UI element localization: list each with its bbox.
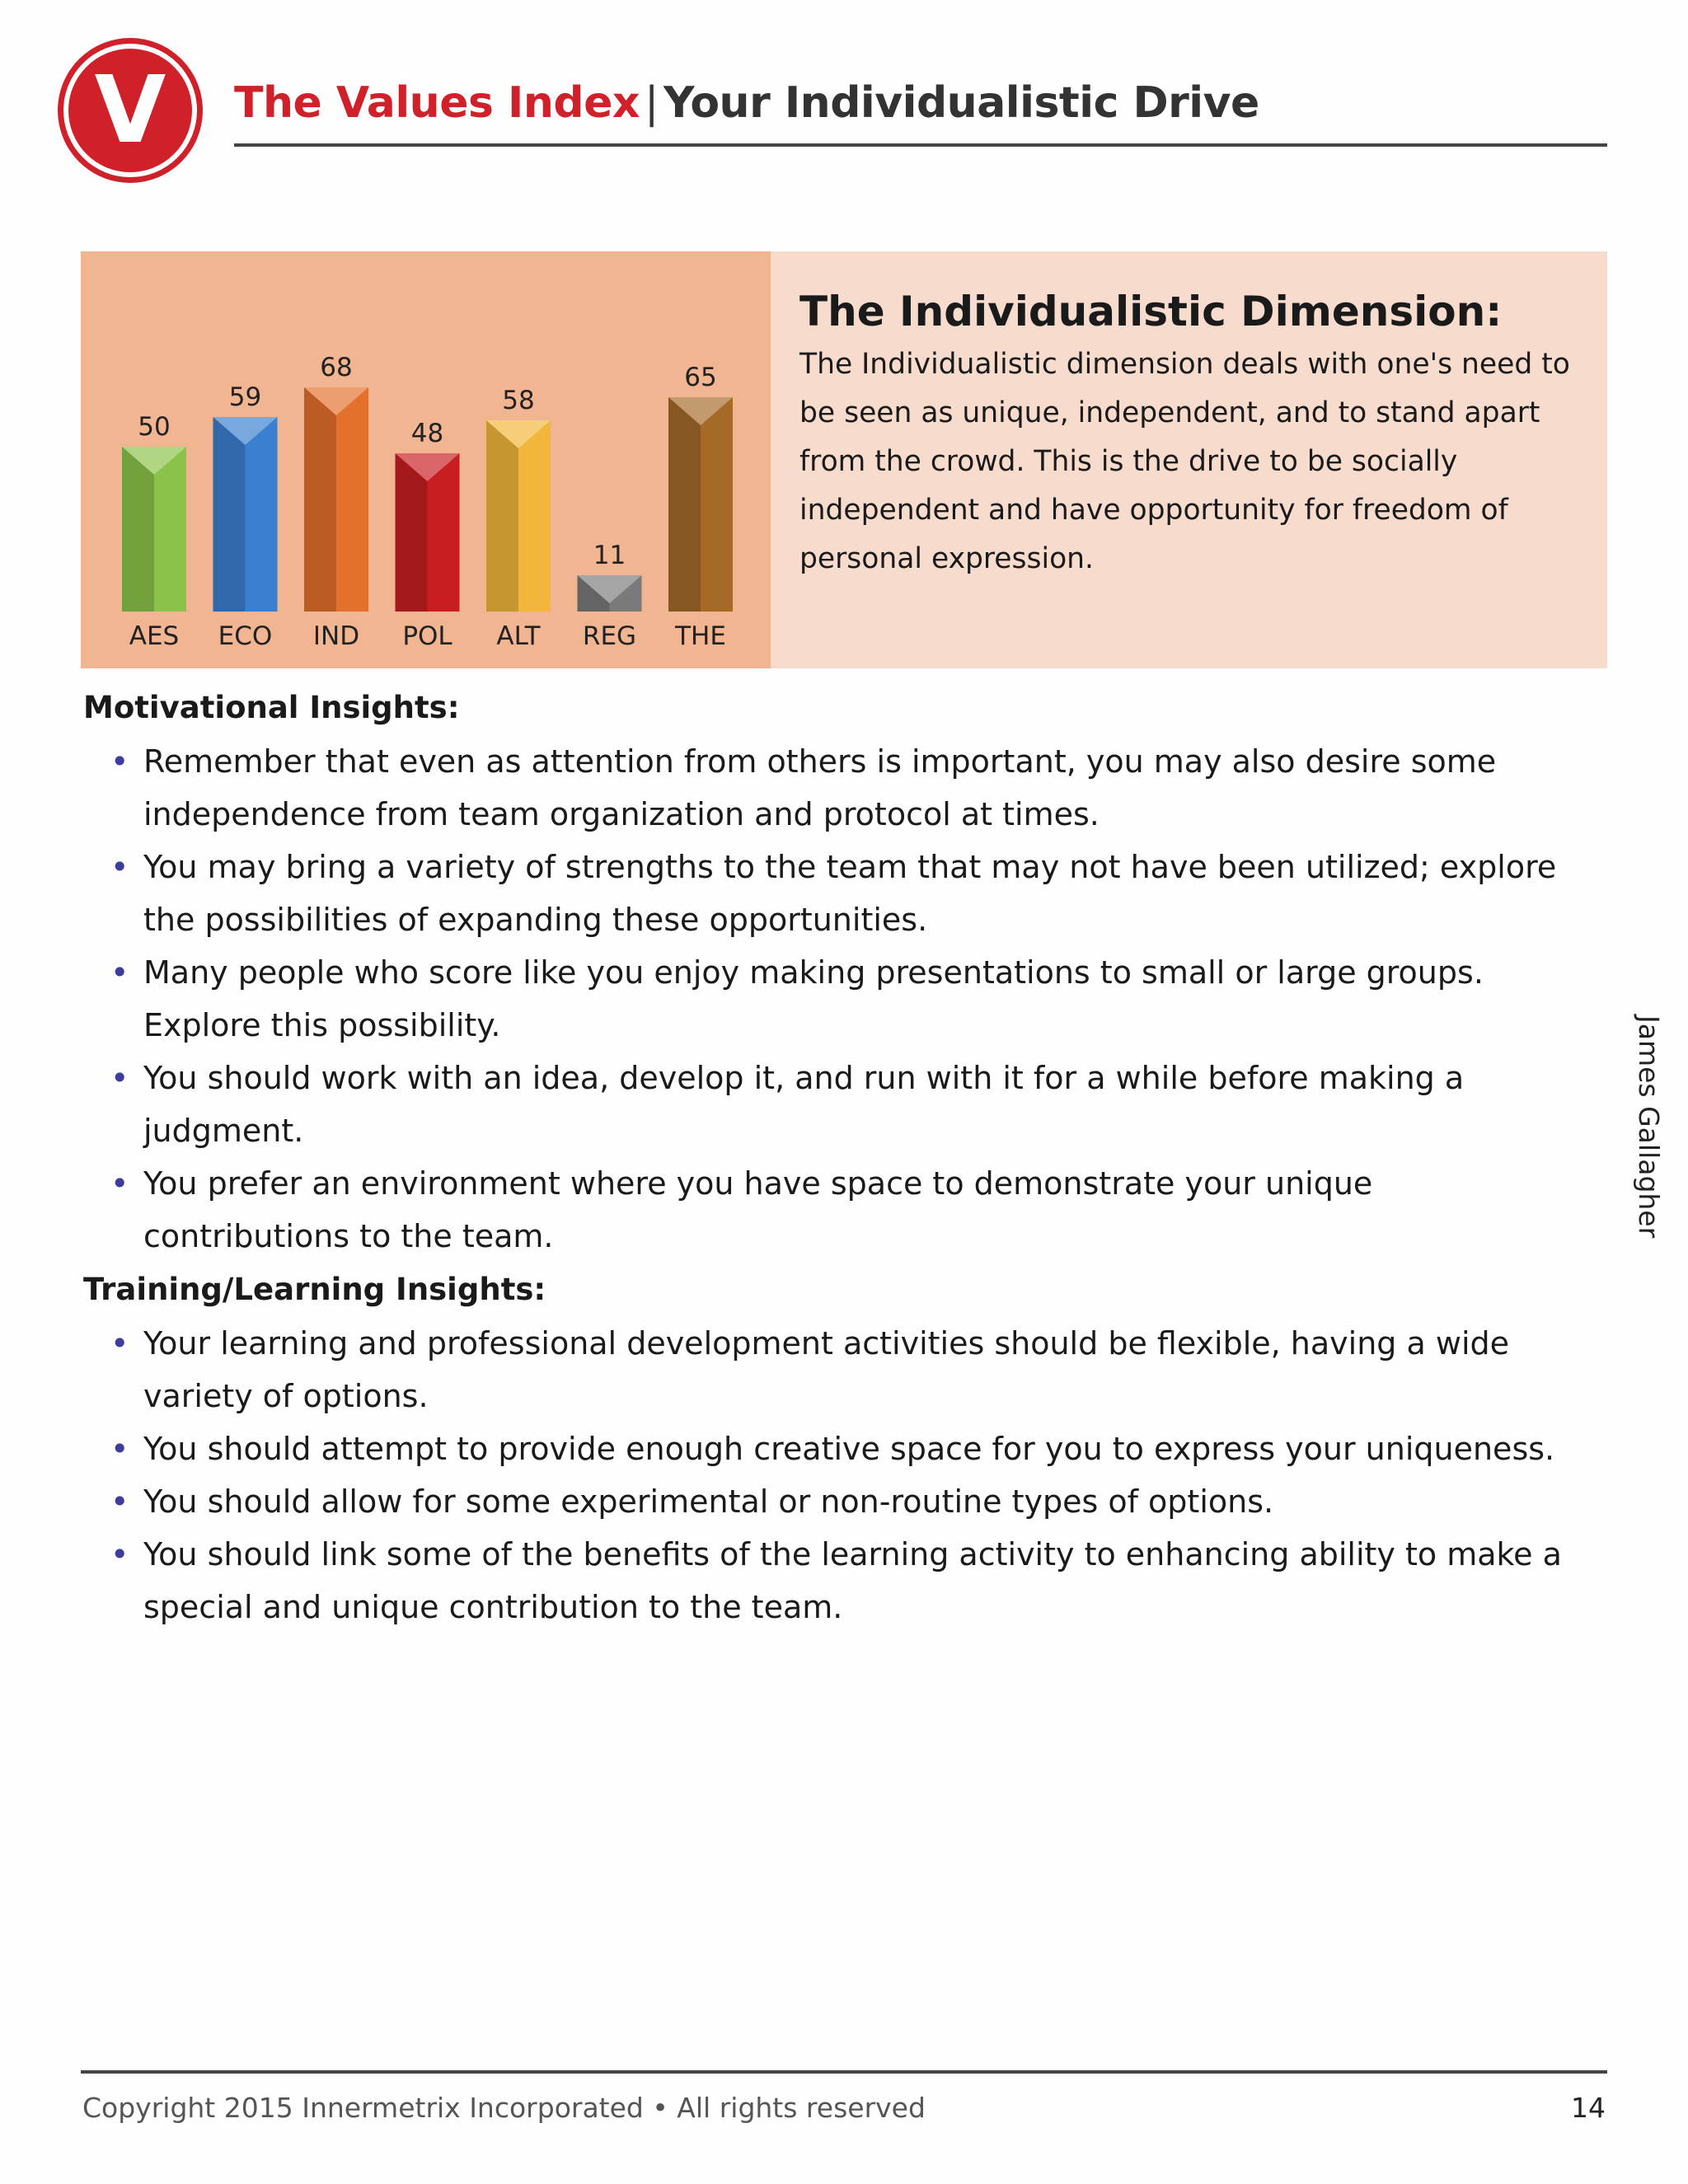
bar-ind-face xyxy=(336,387,368,612)
bar-alt-face xyxy=(518,420,551,612)
motivational-insights-heading: Motivational Insights: xyxy=(83,690,460,725)
page-title xyxy=(234,73,1259,134)
insight-text: You should attempt to provide enough creative space for you to express your uniqueness. xyxy=(143,1431,1555,1467)
insight-text: You prefer an environment where you have space to demonstrate your unique contributions to the team. xyxy=(143,1165,1373,1254)
insight-item xyxy=(106,1422,1573,1475)
bullet-icon: • xyxy=(110,1431,129,1467)
dimension-description: The Individualistic dimension deals with one's need to be seen as unique, independent, and to stand apart from the crowd. This is the drive to be socially independent and have opportunity for freedom of personal expression. xyxy=(799,348,1570,575)
bar-value-label: 65 xyxy=(684,363,717,392)
bar-the-face xyxy=(701,397,733,612)
training-insights-list xyxy=(106,1317,1573,1633)
bar-aes-face xyxy=(154,447,186,612)
bar-value-label: 11 xyxy=(593,541,626,570)
bar-eco-face xyxy=(246,417,278,612)
participant-name: James Gallagher xyxy=(1633,1015,1665,1239)
page-subtitle: Your Individualistic Drive xyxy=(663,78,1259,128)
bullet-icon: • xyxy=(110,1536,129,1572)
logo-letter: V xyxy=(94,57,166,164)
bar-aes xyxy=(122,447,154,612)
bullet-icon: • xyxy=(110,849,129,885)
insight-item xyxy=(106,735,1573,841)
category-label: ECO xyxy=(218,621,273,651)
bullet-icon: • xyxy=(110,1483,129,1520)
category-label: THE xyxy=(675,621,726,651)
bar-ind xyxy=(304,387,336,612)
bar-eco xyxy=(213,417,246,612)
bar-value-label: 50 xyxy=(138,412,171,442)
insight-text: You should work with an idea, develop it, and run with it for a while before making a judgment. xyxy=(143,1060,1465,1149)
insight-item xyxy=(106,1475,1573,1528)
values-chart-panel xyxy=(81,251,771,668)
training-insights-heading: Training/Learning Insights: xyxy=(83,1272,546,1307)
values-bar-chart xyxy=(81,251,771,668)
dimension-heading: The Individualistic Dimension: xyxy=(799,288,1503,335)
insight-text: Your learning and professional development activities should be flexible, having a wide variety of options. xyxy=(143,1325,1510,1414)
insight-text: You should link some of the benefits of the learning activity to enhancing ability to make a special and unique contribution to the team. xyxy=(143,1536,1562,1625)
brand-name: The Values Index xyxy=(234,78,640,128)
dimension-panel xyxy=(81,251,1607,668)
insight-text: You should allow for some experimental or non-routine types of options. xyxy=(143,1483,1274,1520)
bullet-icon: • xyxy=(110,743,129,780)
insight-item xyxy=(106,841,1573,946)
insight-item xyxy=(106,946,1573,1052)
insight-text: You may bring a variety of strengths to the team that may not have been utilized; explore the possibilities of expanding these opportunities. xyxy=(143,849,1557,938)
copyright-notice: Copyright 2015 Innermetrix Incorporated • All rights reserved xyxy=(82,2092,926,2124)
bar-value-label: 48 xyxy=(410,419,444,448)
values-index-logo xyxy=(56,36,204,185)
bar-the xyxy=(668,397,701,612)
footer-divider xyxy=(81,2070,1607,2074)
bar-value-label: 58 xyxy=(502,386,535,415)
bullet-icon: • xyxy=(110,954,129,991)
insight-item xyxy=(106,1317,1573,1422)
insight-item xyxy=(106,1052,1573,1157)
bar-alt xyxy=(486,420,518,612)
category-label: ALT xyxy=(496,621,541,651)
insight-item xyxy=(106,1528,1573,1633)
page-number: 14 xyxy=(1571,2092,1606,2124)
bullet-icon: • xyxy=(110,1165,129,1202)
bar-value-label: 59 xyxy=(228,382,262,412)
category-label: REG xyxy=(582,621,637,651)
category-label: POL xyxy=(402,621,452,651)
bullet-icon: • xyxy=(110,1060,129,1096)
bar-value-label: 68 xyxy=(320,353,353,382)
category-label: AES xyxy=(129,621,180,651)
bullet-icon: • xyxy=(110,1325,129,1361)
header-divider xyxy=(234,143,1607,147)
category-label: IND xyxy=(312,621,360,651)
insight-item xyxy=(106,1157,1573,1263)
motivational-insights-list xyxy=(106,735,1573,1263)
title-separator: | xyxy=(644,78,659,128)
insight-text: Remember that even as attention from others is important, you may also desire some independence from team organization and protocol at times. xyxy=(143,743,1497,832)
insight-text: Many people who score like you enjoy making presentations to small or large groups. Explore this possibility. xyxy=(143,954,1484,1043)
